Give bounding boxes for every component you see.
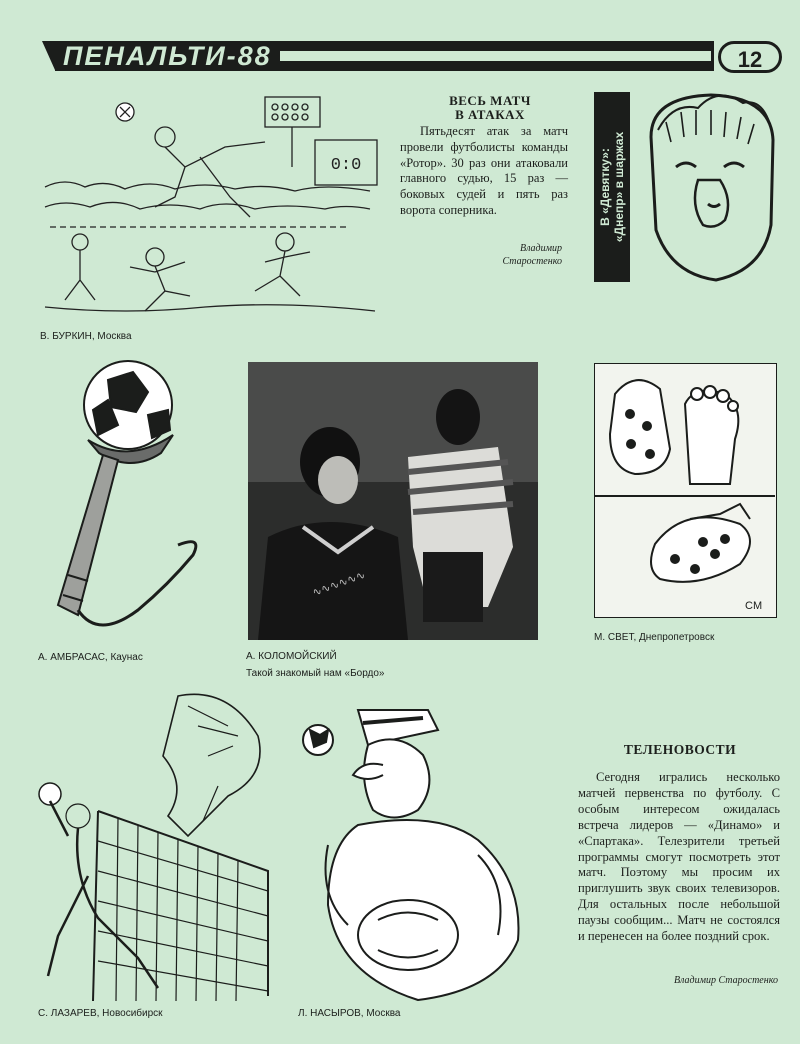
article-attacks-title-line2: В АТАКАХ [455, 107, 525, 122]
article-tv-title: ТЕЛЕНОВОСТИ [623, 742, 737, 757]
article-attacks-author-line1: Владимир [519, 243, 562, 254]
article-attacks-title-line1: ВЕСЬ МАТЧ [449, 93, 531, 108]
cartoon-fan [298, 705, 533, 1010]
caption-kolomoisky-sub: Такой знакомый нам «Бордо» [246, 668, 385, 679]
header-divider [265, 51, 711, 61]
caption-svet: М. СВЕТ, Днепропетровск [594, 632, 715, 643]
banner-line2: «Днепр» в шаржах [612, 131, 626, 243]
caption-nasyrov: Л. НАСЫРОВ, Москва [298, 1008, 401, 1019]
svg-text:CM: CM [745, 600, 763, 612]
face-caricature [636, 92, 786, 282]
caption-kolomoisky-name: А. КОЛОМОЙСКИЙ [246, 651, 337, 662]
scoreboard-score: 0:0 [330, 156, 362, 175]
cartoon-goalkeeper [38, 676, 270, 1006]
section-title: ПЕНАЛЬТИ-88 [55, 41, 280, 71]
vertical-banner-text [598, 132, 626, 242]
cartoon-microphone [38, 355, 198, 645]
caption-burkin: В. БУРКИН, Москва [40, 331, 132, 342]
banner-line1: В «Девятку»: [598, 148, 612, 226]
article-tv-body: Сегодня игрались несколько матчей первенства по футболу. С особым интересом ожидалась встреча лидеров — «Динамо» и «Спартака». Телезрители третьей программы смогут посмотреть этот матч. Поэтому мы просим их приглушить звук своих телевизоров. Для остальных после небольшой паузы сообщим... Матч не состоялся и перенесен на более поздний срок. [578, 770, 780, 944]
photo-kolomoisky [248, 362, 538, 640]
caption-ambrasas: А. АМБРАСАС, Каунас [38, 652, 143, 663]
page-number: 12 [718, 41, 782, 73]
article-attacks-body: Пятьдесят атак за матч провели футболисты команды «Ротор». 30 раз они атаковали главного судью, 15 раз — боковых судей и пять раз ворота соперника. [400, 124, 568, 217]
cartoon-boots [594, 363, 777, 618]
vertical-banner [594, 92, 630, 282]
cartoon-burkin [40, 92, 380, 327]
caption-lazarev: С. ЛАЗАРЕВ, Новосибирск [38, 1008, 163, 1019]
article-attacks-author-line2: Старостенко [502, 256, 562, 267]
svg-text:∿∿∿∿∿∿: ∿∿∿∿∿∿ [310, 569, 368, 600]
article-tv-author: Владимир Старостенко [673, 975, 778, 986]
